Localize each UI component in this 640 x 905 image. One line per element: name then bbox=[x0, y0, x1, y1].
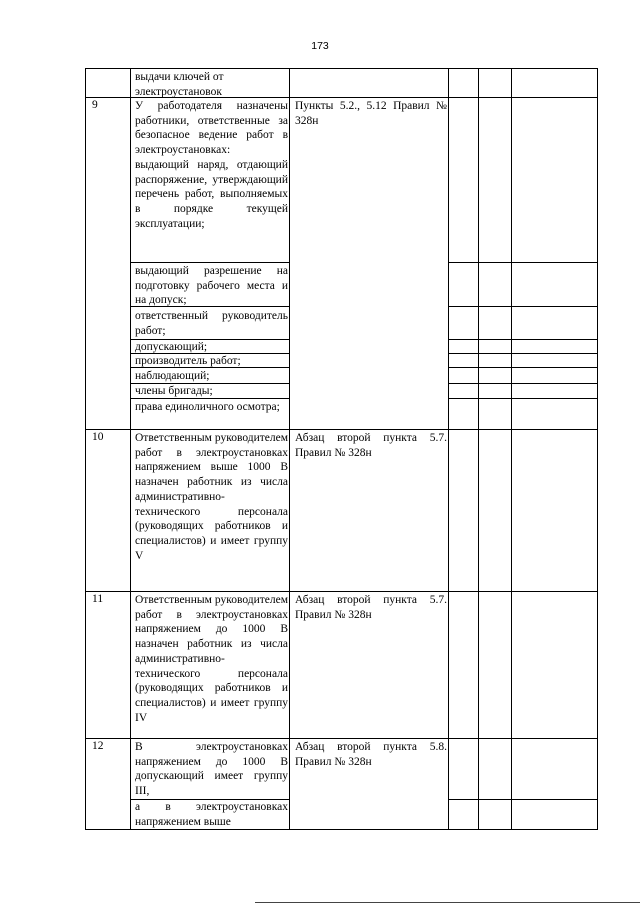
table-border-right bbox=[597, 68, 598, 830]
subrow-divider bbox=[448, 339, 598, 340]
subrow-divider bbox=[448, 799, 598, 800]
reference-text: Абзац второй пункта 5.8. Правил № 328н bbox=[295, 741, 447, 768]
requirement-text: В электроустановках напряжением до 1000 В допускающий имеет группу III, bbox=[135, 741, 288, 798]
requirement-text: Ответственным руководителем работ в электроустановках напряжением до 1000 В назначен работник из числа административно-технического персонала (руководящих работников и специалистов) и имеет группу IV bbox=[135, 594, 288, 724]
row-divider bbox=[85, 429, 598, 430]
column-divider bbox=[448, 68, 449, 830]
subrow-divider bbox=[448, 383, 598, 384]
requirement-text: выдачи ключей от электроустановок bbox=[135, 71, 224, 98]
table-border-top bbox=[85, 68, 598, 69]
reference-text: Абзац второй пункта 5.7. Правил № 328н bbox=[295, 432, 447, 459]
requirement-text: выдающий разрешение на подготовку рабочего места и на допуск; bbox=[135, 265, 288, 307]
row-number: 11 bbox=[92, 593, 104, 605]
requirement-text: У работодателя назначены работники, ответственные за безопасное ведение работ в электроустановках: выдающий наряд, отдающий распоряжение, утверждающий перечень работ, выполняемых в порядке текущей эксплуатации; bbox=[135, 100, 288, 230]
row-number: 9 bbox=[92, 99, 98, 111]
column-divider bbox=[478, 68, 479, 830]
column-divider bbox=[130, 68, 131, 830]
subrow-divider bbox=[448, 367, 598, 368]
requirement-text: производитель работ; bbox=[135, 355, 241, 367]
page-number: 173 bbox=[311, 40, 329, 52]
page-bottom-edge bbox=[255, 902, 640, 903]
subrow-divider bbox=[448, 262, 598, 263]
requirement-text: а в электроустановках напряжением выше bbox=[135, 801, 288, 828]
row-number: 12 bbox=[92, 740, 104, 752]
subrow-divider bbox=[448, 398, 598, 399]
column-divider bbox=[511, 68, 512, 830]
reference-text: Абзац второй пункта 5.7. Правил № 328н bbox=[295, 594, 447, 621]
column-divider bbox=[289, 68, 290, 830]
subrow-divider bbox=[130, 262, 289, 263]
reference-text: Пункты 5.2., 5.12 Правил № 328н bbox=[295, 100, 447, 127]
row-number: 10 bbox=[92, 431, 104, 443]
table-border-left bbox=[85, 68, 86, 830]
requirement-text: права единоличного осмотра; bbox=[135, 401, 280, 413]
requirement-text: допускающий; bbox=[135, 341, 208, 353]
requirement-text: члены бригады; bbox=[135, 385, 213, 397]
subrow-divider bbox=[448, 306, 598, 307]
requirement-text: Ответственным руководителем работ в электроустановках напряжением выше 1000 В назначен работник из числа административно-технического персонала (руководящих работников и специалистов) и имеет группу V bbox=[135, 432, 288, 562]
row-divider bbox=[85, 738, 598, 739]
requirement-text: наблюдающий; bbox=[135, 370, 210, 382]
row-divider bbox=[85, 591, 598, 592]
subrow-divider bbox=[448, 353, 598, 354]
requirement-text: ответственный руководитель работ; bbox=[135, 310, 288, 337]
